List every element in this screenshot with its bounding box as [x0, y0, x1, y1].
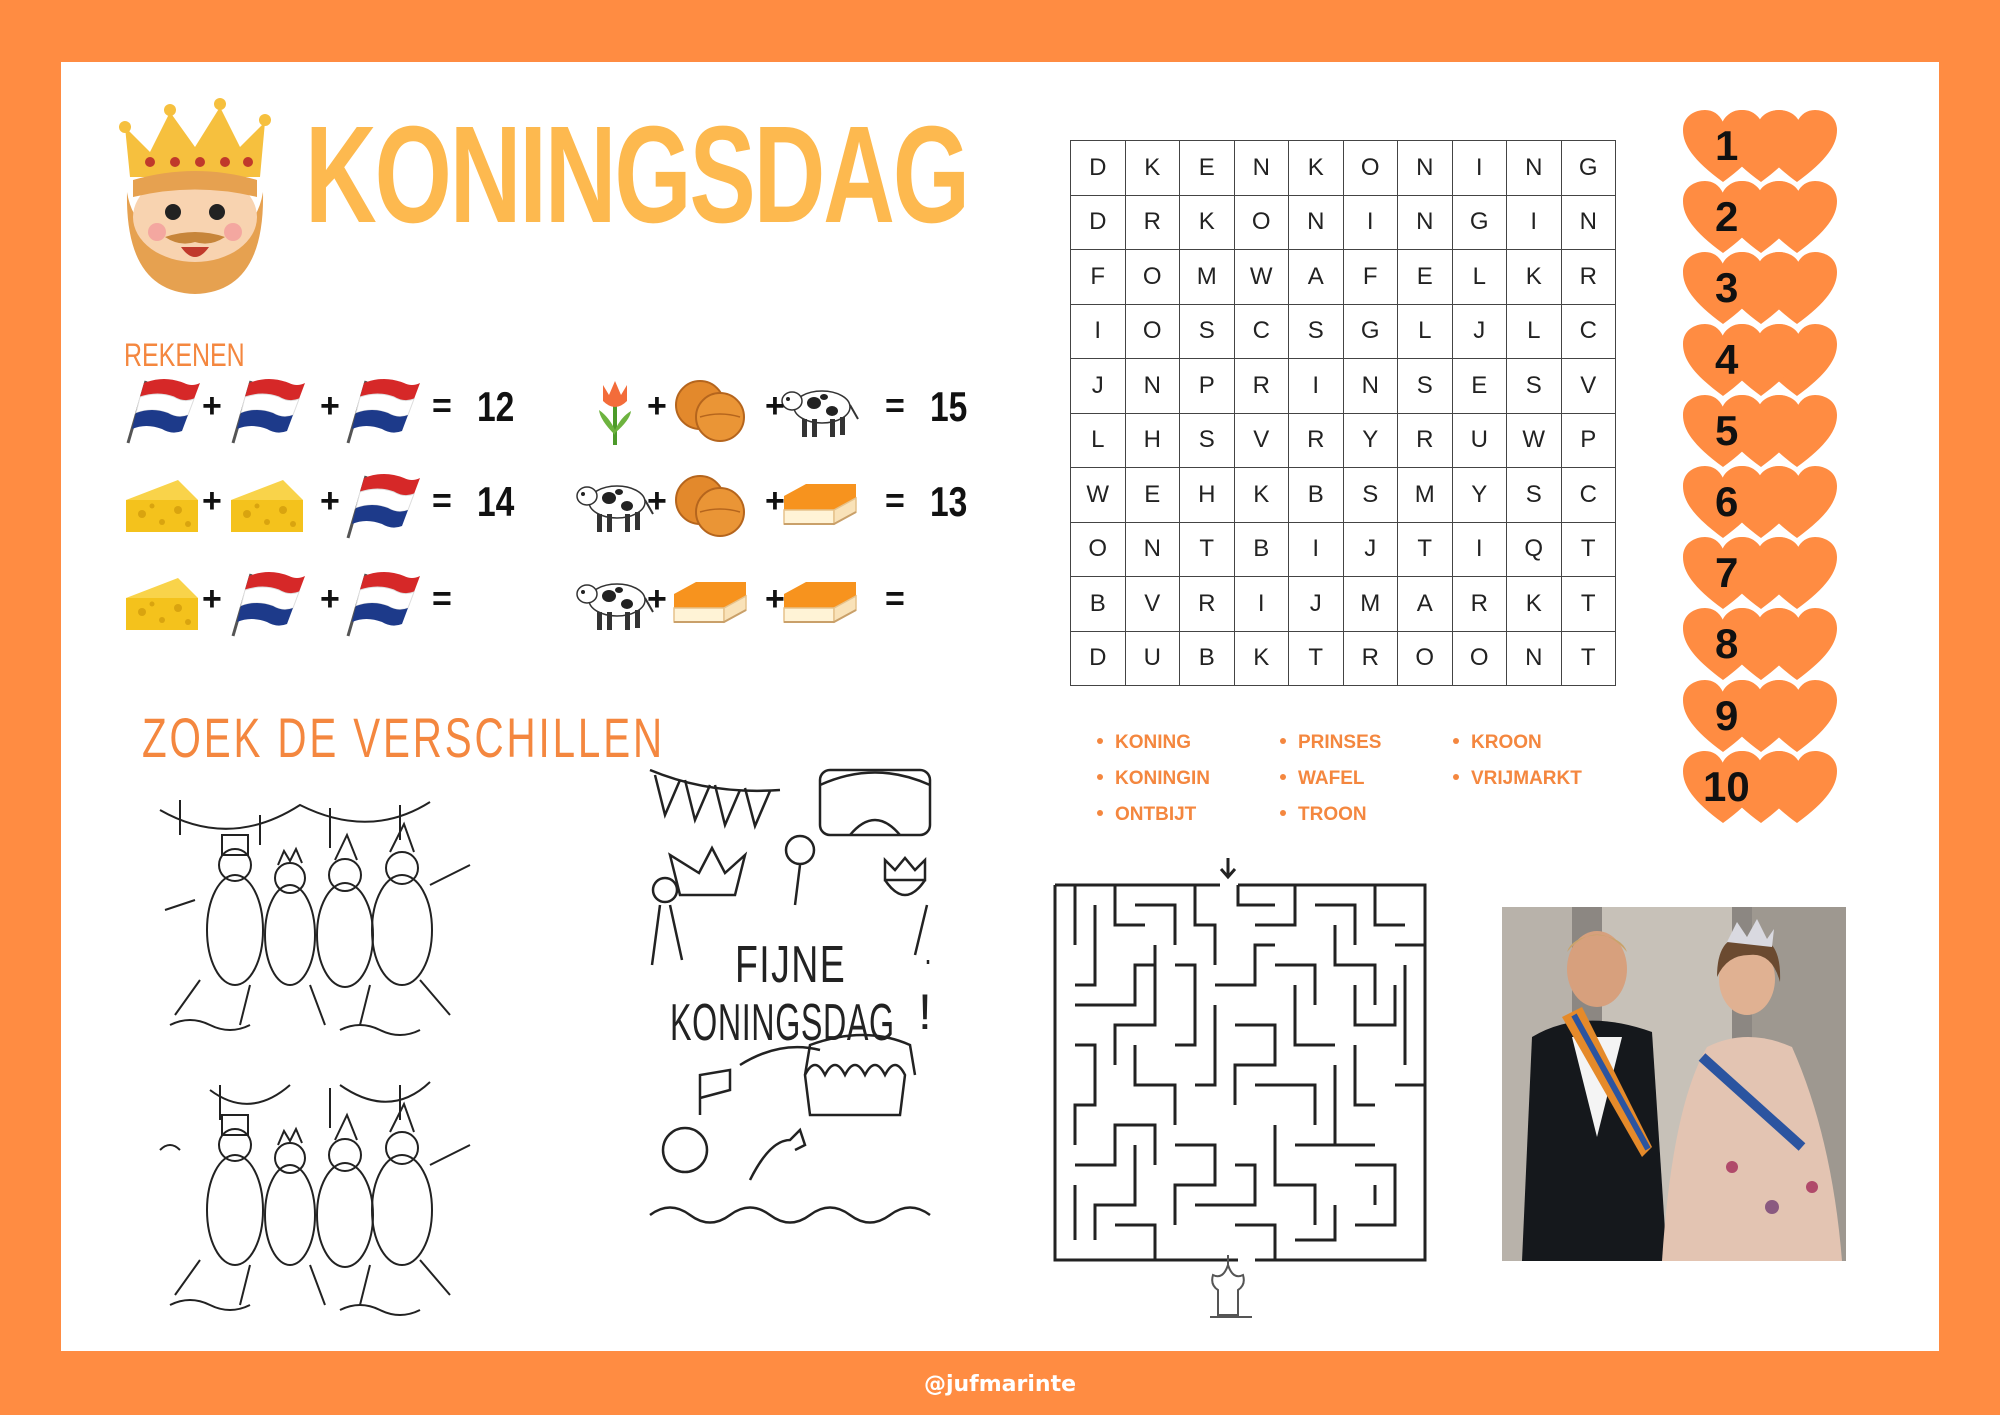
word-search-cell[interactable]: L — [1398, 304, 1453, 359]
word-search-cell[interactable]: L — [1507, 304, 1562, 359]
word-search-cell[interactable]: R — [1452, 577, 1507, 632]
word-list-item — [1451, 761, 1582, 797]
word-search-cell[interactable]: E — [1125, 468, 1180, 523]
bullet-icon — [1097, 810, 1103, 816]
equals-sign: = — [432, 580, 452, 618]
word-search-cell[interactable]: K — [1234, 631, 1289, 686]
word-search-cell[interactable]: U — [1125, 631, 1180, 686]
heart-number: 9 — [1715, 691, 1739, 739]
bullet-icon — [1097, 774, 1103, 780]
word-search-cell[interactable]: J — [1452, 304, 1507, 359]
word-search-cell[interactable]: K — [1289, 141, 1344, 196]
word-search-cell[interactable]: E — [1180, 141, 1235, 196]
plus-sign: + — [202, 482, 222, 520]
word-search-cell[interactable]: F — [1071, 250, 1126, 305]
word-text: VRIJMARKT — [1471, 768, 1582, 789]
plus-sign: + — [320, 580, 340, 618]
word-search-cell[interactable]: N — [1398, 195, 1453, 250]
word-search-cell[interactable]: F — [1343, 250, 1398, 305]
word-list-item — [1095, 761, 1210, 797]
tompouce-icon — [780, 470, 860, 540]
math-right-row-1 — [555, 375, 975, 445]
maze — [1050, 855, 1430, 1325]
word-search-cell[interactable]: N — [1507, 631, 1562, 686]
word-search-cell[interactable]: I — [1452, 522, 1507, 577]
cow-icon — [780, 375, 860, 445]
word-search-cell[interactable]: N — [1125, 522, 1180, 577]
plus-sign: + — [647, 482, 667, 520]
word-search-cell[interactable]: M — [1180, 250, 1235, 305]
word-search-cell[interactable]: O — [1398, 631, 1453, 686]
heart-number: 6 — [1715, 478, 1739, 525]
heart-row-5 — [1683, 393, 1843, 471]
word-search-cell[interactable]: A — [1289, 250, 1344, 305]
dutch-flag-icon — [227, 568, 307, 638]
word-list-item — [1095, 725, 1210, 761]
bullet-icon — [1280, 810, 1286, 816]
heart-number: 2 — [1715, 193, 1739, 241]
equals-sign: = — [885, 482, 905, 520]
plus-sign: + — [647, 387, 667, 425]
word-list-column — [1278, 725, 1381, 833]
maze-entry-arrow-icon — [1221, 858, 1235, 877]
footer-handle: @jufmarinte — [923, 1372, 1077, 1397]
cow-icon — [575, 470, 655, 540]
plus-sign: + — [765, 580, 785, 618]
heart-number: 1 — [1715, 122, 1739, 169]
word-list-item — [1278, 797, 1381, 833]
word-text: WAFEL — [1298, 768, 1365, 789]
maze-drawing — [1050, 855, 1430, 1325]
word-search-cell[interactable]: C — [1561, 304, 1616, 359]
heart-row-6 — [1683, 464, 1843, 542]
word-search-cell[interactable]: N — [1561, 195, 1616, 250]
hearts-icon — [1683, 464, 1843, 542]
word-search-cell[interactable]: N — [1234, 141, 1289, 196]
word-text: TROON — [1298, 804, 1367, 825]
tompouce-icon — [670, 568, 750, 638]
math-right-row-2 — [555, 470, 975, 540]
coloring-page — [640, 755, 960, 1235]
heart-row-8 — [1683, 606, 1843, 684]
word-search-cell[interactable]: G — [1452, 195, 1507, 250]
word-search-cell[interactable]: R — [1289, 413, 1344, 468]
plus-sign: + — [202, 387, 222, 425]
word-search-cell[interactable]: O — [1071, 522, 1126, 577]
word-search-cell[interactable]: J — [1289, 577, 1344, 632]
word-search-cell[interactable]: G — [1343, 304, 1398, 359]
word-search-row — [1071, 468, 1616, 523]
hearts-icon — [1683, 535, 1843, 613]
word-search-cell[interactable]: A — [1398, 577, 1453, 632]
hearts-icon — [1683, 250, 1843, 328]
word-search-cell[interactable]: K — [1180, 195, 1235, 250]
word-search-cell[interactable]: T — [1398, 522, 1453, 577]
word-search-cell[interactable]: I — [1289, 522, 1344, 577]
word-search-row — [1071, 304, 1616, 359]
word-search-cell[interactable]: W — [1234, 250, 1289, 305]
heart-number: 7 — [1715, 549, 1739, 597]
word-search-cell[interactable]: R — [1398, 413, 1453, 468]
hearts-icon — [1683, 179, 1843, 257]
heart-row-7 — [1683, 535, 1843, 613]
hearts-icon — [1683, 322, 1843, 400]
word-search-cell[interactable]: R — [1234, 359, 1289, 414]
coloring-text-exclaim: ! — [918, 984, 932, 1040]
word-search-cell[interactable]: O — [1234, 195, 1289, 250]
word-search-cell[interactable]: Y — [1343, 413, 1398, 468]
hearts-icon — [1683, 678, 1843, 756]
word-search-cell[interactable]: T — [1180, 522, 1235, 577]
word-search-cell[interactable]: R — [1125, 195, 1180, 250]
word-search-cell[interactable]: T — [1561, 631, 1616, 686]
word-search-row — [1071, 631, 1616, 686]
word-search-cell[interactable]: O — [1125, 250, 1180, 305]
word-search-cell[interactable]: K — [1234, 468, 1289, 523]
heart-row-10 — [1683, 749, 1843, 827]
hearts-icon — [1683, 606, 1843, 684]
word-search-cell[interactable]: S — [1343, 468, 1398, 523]
plus-sign: + — [202, 580, 222, 618]
heart-number: 8 — [1715, 620, 1739, 668]
dutch-flag-icon — [342, 568, 422, 638]
cheese-icon — [122, 470, 202, 540]
royal-couple-photo — [1502, 907, 1846, 1261]
word-search-cell[interactable]: S — [1398, 359, 1453, 414]
word-search-cell[interactable]: O — [1452, 631, 1507, 686]
tulip-icon — [575, 375, 655, 445]
word-search-cell[interactable]: U — [1452, 413, 1507, 468]
word-search-cell[interactable]: T — [1561, 577, 1616, 632]
word-text: KONING — [1115, 732, 1191, 753]
word-search-cell[interactable]: I — [1289, 359, 1344, 414]
word-search-cell[interactable]: H — [1180, 468, 1235, 523]
hearts-icon — [1683, 393, 1843, 471]
word-search-cell[interactable]: T — [1561, 522, 1616, 577]
word-search-cell[interactable]: N — [1343, 359, 1398, 414]
cow-icon — [575, 568, 655, 638]
word-list-item — [1451, 725, 1582, 761]
heart-row-2 — [1683, 179, 1843, 257]
word-search-cell[interactable]: T — [1289, 631, 1344, 686]
word-search-row — [1071, 413, 1616, 468]
hearts-icon — [1683, 108, 1843, 186]
word-list — [1095, 725, 1615, 835]
heart-row-3 — [1683, 250, 1843, 328]
word-text: KONINGIN — [1115, 768, 1210, 789]
word-search-row — [1071, 141, 1616, 196]
word-search-cell[interactable]: E — [1398, 250, 1453, 305]
word-search-cell[interactable]: I — [1452, 141, 1507, 196]
plus-sign: + — [320, 482, 340, 520]
word-search-cell[interactable]: V — [1125, 577, 1180, 632]
page-title: KONINGSDAG — [305, 98, 968, 252]
word-search-cell[interactable]: N — [1125, 359, 1180, 414]
word-text: ONTBIJT — [1115, 804, 1197, 825]
word-list-item — [1278, 725, 1381, 761]
plus-sign: + — [765, 387, 785, 425]
word-search-cell[interactable]: W — [1507, 413, 1562, 468]
word-search-cell[interactable]: B — [1180, 631, 1235, 686]
word-search-cell[interactable]: R — [1561, 250, 1616, 305]
word-search-row — [1071, 250, 1616, 305]
coloring-text-koningsdag: KONINGSDAG — [670, 994, 895, 1052]
word-search-cell[interactable]: S — [1180, 304, 1235, 359]
word-search-cell[interactable]: I — [1507, 195, 1562, 250]
word-search-cell[interactable]: O — [1125, 304, 1180, 359]
equals-sign: = — [885, 387, 905, 425]
word-search-cell[interactable]: L — [1071, 413, 1126, 468]
word-search-cell[interactable]: M — [1343, 577, 1398, 632]
heart-number: 3 — [1715, 264, 1739, 312]
word-search-cell[interactable]: D — [1071, 141, 1126, 196]
word-search-cell[interactable]: W — [1071, 468, 1126, 523]
word-search-cell[interactable]: N — [1289, 195, 1344, 250]
word-search-cell[interactable]: S — [1289, 304, 1344, 359]
word-search-cell[interactable]: K — [1507, 250, 1562, 305]
word-search-cell[interactable]: M — [1398, 468, 1453, 523]
word-search-cell[interactable]: S — [1507, 468, 1562, 523]
word-search-cell[interactable]: J — [1343, 522, 1398, 577]
cheese-icon — [122, 568, 202, 638]
heart-number: 5 — [1715, 406, 1739, 454]
word-search-cell[interactable]: K — [1125, 141, 1180, 196]
math-result: 13 — [930, 478, 968, 525]
word-text: PRINSES — [1298, 732, 1382, 753]
word-search-cell[interactable]: C — [1561, 468, 1616, 523]
word-search-cell[interactable]: R — [1180, 577, 1235, 632]
math-result: 14 — [477, 478, 515, 525]
rekenen-heading: REKENEN — [124, 337, 245, 373]
word-search-grid — [1070, 140, 1616, 686]
word-search-cell[interactable]: P — [1561, 413, 1616, 468]
word-list-item — [1095, 797, 1210, 833]
stroopwafels-icon — [670, 470, 750, 540]
equals-sign: = — [432, 482, 452, 520]
equals-sign: = — [432, 387, 452, 425]
word-search-row — [1071, 195, 1616, 250]
word-search-cell[interactable]: V — [1234, 413, 1289, 468]
king-mascot-icon — [115, 82, 275, 297]
math-left-row-1 — [112, 375, 532, 445]
word-search-cell[interactable]: H — [1125, 413, 1180, 468]
bullet-icon — [1280, 774, 1286, 780]
math-left-row-2 — [112, 470, 532, 540]
math-left-row-3 — [112, 568, 532, 638]
word-search-cell[interactable]: P — [1180, 359, 1235, 414]
word-search-row — [1071, 577, 1616, 632]
word-search-cell[interactable]: G — [1561, 141, 1616, 196]
word-search-cell[interactable]: D — [1071, 631, 1126, 686]
equals-sign: = — [885, 580, 905, 618]
word-search-cell[interactable]: B — [1071, 577, 1126, 632]
word-list-column — [1451, 725, 1582, 797]
bullet-icon — [1097, 738, 1103, 744]
stroopwafels-icon — [670, 375, 750, 445]
dutch-flag-icon — [342, 470, 422, 540]
bullet-icon — [1280, 738, 1286, 744]
word-search-cell[interactable]: Y — [1452, 468, 1507, 523]
word-search-row — [1071, 522, 1616, 577]
word-search-cell[interactable]: S — [1180, 413, 1235, 468]
word-search-cell[interactable]: I — [1343, 195, 1398, 250]
word-search-row — [1071, 359, 1616, 414]
spot-difference-top-image — [140, 790, 520, 1040]
zoek-heading: ZOEK DE VERSCHILLEN — [142, 706, 666, 769]
math-result: 12 — [477, 383, 515, 430]
heart-row-1 — [1683, 108, 1843, 186]
dutch-flag-icon — [227, 375, 307, 445]
word-search-cell[interactable]: J — [1071, 359, 1126, 414]
coloring-text-fijne: FIJNE — [735, 936, 847, 994]
word-search-cell[interactable]: I — [1234, 577, 1289, 632]
cheese-icon — [227, 470, 307, 540]
plus-sign: + — [765, 482, 785, 520]
dutch-flag-icon — [342, 375, 422, 445]
math-result: 15 — [930, 383, 968, 430]
word-search-cell[interactable]: I — [1071, 304, 1126, 359]
word-list-column — [1095, 725, 1210, 833]
word-search-cell[interactable]: S — [1507, 359, 1562, 414]
maze-crown-icon — [1210, 1255, 1252, 1317]
plus-sign: + — [320, 387, 340, 425]
spot-difference-bottom-image — [140, 1070, 520, 1320]
word-search-cell[interactable]: O — [1343, 141, 1398, 196]
word-search-cell[interactable]: N — [1507, 141, 1562, 196]
word-search-cell[interactable]: E — [1452, 359, 1507, 414]
word-search-cell[interactable]: L — [1452, 250, 1507, 305]
word-search-cell[interactable]: C — [1234, 304, 1289, 359]
word-search-cell[interactable]: K — [1507, 577, 1562, 632]
word-search-cell[interactable]: R — [1343, 631, 1398, 686]
bullet-icon — [1453, 774, 1459, 780]
word-search-cell[interactable]: N — [1398, 141, 1453, 196]
bullet-icon — [1453, 738, 1459, 744]
heart-row-4 — [1683, 322, 1843, 400]
heart-row-9 — [1683, 678, 1843, 756]
word-search-cell[interactable]: B — [1234, 522, 1289, 577]
word-search-cell[interactable]: V — [1561, 359, 1616, 414]
math-right-row-3 — [555, 568, 975, 638]
tompouce-icon — [780, 568, 860, 638]
word-list-item — [1278, 761, 1381, 797]
word-search-cell[interactable]: B — [1289, 468, 1344, 523]
heart-number: 4 — [1715, 335, 1739, 383]
word-search-cell[interactable]: D — [1071, 195, 1126, 250]
word-text: KROON — [1471, 732, 1542, 753]
dutch-flag-icon — [122, 375, 202, 445]
word-search-cell[interactable]: Q — [1507, 522, 1562, 577]
plus-sign: + — [647, 580, 667, 618]
heart-number: 10 — [1703, 762, 1750, 810]
